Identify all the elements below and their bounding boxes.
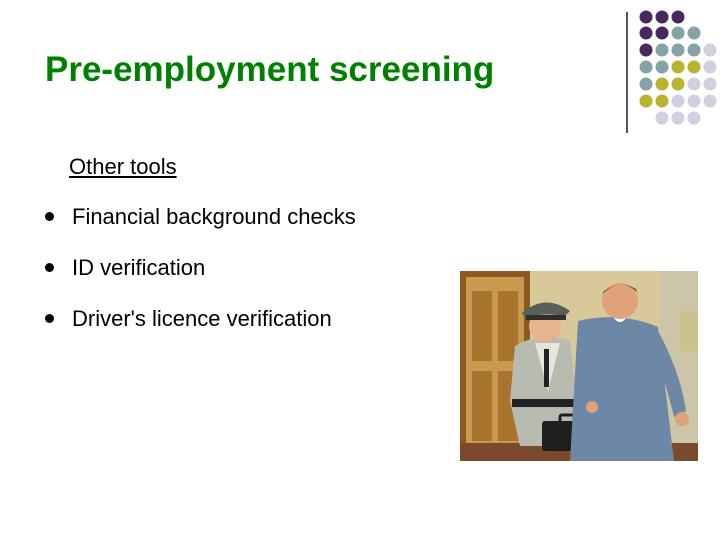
- decorative-dot: [688, 27, 701, 40]
- decorative-dot: [640, 61, 653, 74]
- bullet-list: [42, 200, 356, 353]
- security-guard-illustration: [460, 271, 698, 461]
- bullet-text: Driver's licence verification: [72, 306, 332, 331]
- decorative-dot: [656, 78, 669, 91]
- decorative-dot: [704, 44, 717, 57]
- decorative-dot: [656, 11, 669, 24]
- decorative-dot: [688, 112, 701, 125]
- decorative-dot: [640, 78, 653, 91]
- decorative-dot: [656, 27, 669, 40]
- bullet-item: [42, 251, 356, 302]
- decorative-dot: [640, 11, 653, 24]
- decorative-dot: [672, 61, 685, 74]
- bullet-text: Financial background checks: [72, 204, 356, 229]
- slide-subtitle: Other tools: [69, 154, 177, 179]
- decorative-dot: [704, 61, 717, 74]
- decorative-dot: [672, 112, 685, 125]
- decorative-dot: [656, 95, 669, 108]
- bullet-text: ID verification: [72, 255, 206, 280]
- decorative-dot: [672, 27, 685, 40]
- bullet-item: [42, 200, 356, 251]
- bullet-icon: [45, 263, 54, 272]
- decorative-dot: [656, 61, 669, 74]
- bullet-icon: [45, 314, 54, 323]
- decorative-dot: [704, 78, 717, 91]
- slide-title: Pre-employment screening: [45, 50, 495, 89]
- decorative-dot: [656, 112, 669, 125]
- decorative-dot: [672, 95, 685, 108]
- decorative-dot: [688, 78, 701, 91]
- decorative-dot: [688, 44, 701, 57]
- decorative-dot: [656, 44, 669, 57]
- bullet-icon: [45, 212, 54, 221]
- decorative-dot: [640, 27, 653, 40]
- decorative-dot: [688, 95, 701, 108]
- decorative-dot: [672, 78, 685, 91]
- decorative-dot: [640, 44, 653, 57]
- decorative-dot: [672, 44, 685, 57]
- decorative-dot: [704, 95, 717, 108]
- title-divider-line: [626, 12, 628, 133]
- bullet-item: [42, 302, 356, 353]
- decorative-dot: [672, 11, 685, 24]
- decorative-dot: [640, 95, 653, 108]
- decorative-dot: [688, 61, 701, 74]
